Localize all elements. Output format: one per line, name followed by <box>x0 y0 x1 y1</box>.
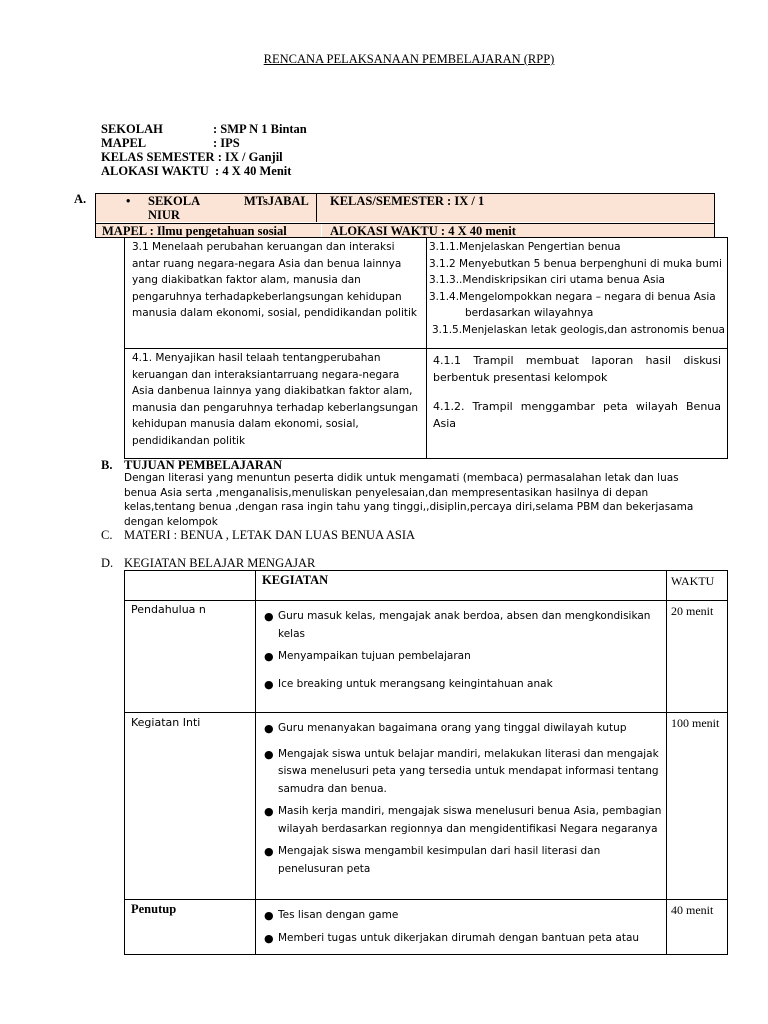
bullet-icon: ● <box>264 805 274 818</box>
list-item <box>264 843 662 878</box>
section-c-letter: C. <box>101 528 113 542</box>
list-item <box>264 720 662 738</box>
indicator-list <box>427 349 727 458</box>
info-row-mapel <box>101 136 307 150</box>
bullet-icon: ● <box>264 610 274 623</box>
activity-text: Masih kerja mandiri, mengajak siswa menelusuri benua Asia, pembagian wilayah berdasarkan regionnya dan mengidentifikasi Negara negaranya <box>278 805 662 835</box>
bullet-icon: ● <box>264 931 274 945</box>
table-header-row <box>125 571 727 600</box>
sekolah-label: SEKOLA <box>148 194 201 208</box>
bullet-icon: • <box>126 194 131 208</box>
activity-text: Tes lisan dengan game <box>278 909 399 921</box>
info-key: MAPEL <box>101 136 147 150</box>
basic-competency: 3.1 Menelaah perubahan keruangan dan interaksi antar ruang negara-negara Asia dan benua lainnya yang diakibatkan faktor alam, manusia dan pengaruhnya terhadapkeberlangsungan kehidupan manusia dalam ekonomi, sosial, pendidikandan politik <box>125 238 427 348</box>
alokasi-waktu: ALOKASI WAKTU : 4 X 40 menit <box>330 224 516 238</box>
header-kegiatan: KEGIATAN <box>256 571 667 600</box>
activity-cell <box>256 900 667 954</box>
info-key: ALOKASI WAKTU <box>101 164 209 178</box>
info-value: : IPS <box>213 136 240 150</box>
header-waktu: WAKTU <box>671 574 715 588</box>
list-item <box>264 608 662 643</box>
identity-table <box>95 193 715 238</box>
basic-competency: 4.1. Menyajikan hasil telaah tentangperubahan keruangan dan interaksiantarruang negara-negara Asia danbenua lainnya yang diakibatkan faktor alam, manusia dan pengaruhnya terhadap keberlangsungan kehidupan manusia dalam ekonomi, sosial, pendidikandan politik <box>125 349 427 458</box>
activity-text: Guru masuk kelas, mengajak anak berdoa, absen dan mengkondisikan kelas <box>278 610 651 640</box>
table-row <box>125 899 727 954</box>
competency-table <box>124 237 728 459</box>
time-cell: 40 menit <box>671 903 714 917</box>
activity-text: Ice breaking untuk merangsang keingintahuan anak <box>278 677 553 690</box>
activity-text: Mengajak siswa untuk belajar mandiri, melakukan literasi dan mengajak siswa menelusuri peta yang tersedia untuk mendapat informasi tentang samudra dan benua. <box>278 747 659 795</box>
section-d-text: KEGIATAN BELAJAR MENGAJAR <box>124 556 316 570</box>
indicator: 3.1.5.Menjelaskan letak geologis,dan astronomis benua <box>432 323 725 336</box>
list-item <box>264 907 662 925</box>
section-b-letter: B. <box>101 458 113 472</box>
table-row <box>125 600 727 712</box>
info-key: SEKOLAH <box>101 122 163 136</box>
indicator: 3.1.3..Mendiskripsikan ciri utama benua Asia <box>429 274 665 287</box>
info-value: : IX / Ganjil <box>217 150 283 164</box>
indicator: berdasarkan wilayahnya <box>465 307 594 320</box>
indicator: 4.1.1 Trampil membuat laporan hasil diskusi berbentuk presentasi kelompok <box>433 354 721 384</box>
table-row <box>125 712 727 899</box>
list-item <box>264 803 662 838</box>
section-c-text: MATERI : BENUA , LETAK DAN LUAS BENUA ASIA <box>124 528 416 542</box>
indicator-list <box>427 238 727 348</box>
phase-cell: Penutup <box>125 900 256 954</box>
activity-table <box>124 570 728 955</box>
bullet-icon: ● <box>264 747 274 761</box>
activity-cell <box>256 601 667 712</box>
bullet-icon: ● <box>264 909 274 922</box>
info-key: KELAS SEMESTER <box>101 150 215 164</box>
bullet-icon: ● <box>264 722 274 735</box>
info-row-kelas <box>101 150 307 164</box>
kelas-semester: KELAS/SEMESTER : IX / 1 <box>330 194 485 208</box>
info-row-sekolah <box>101 122 307 136</box>
activity-text: Memberi tugas untuk dikerjakan dirumah dengan bantuan peta atau <box>278 931 640 944</box>
bullet-icon: ● <box>264 650 274 663</box>
header-cell <box>125 571 256 600</box>
section-b-body: Dengan literasi yang menuntun peserta didik untuk mengamati (membaca) permasalahan letak dan luas benua Asia serta ,menganalisis,menuliskan penyelesaian,dan mempresentasikan hasilnya di depan kelas,tentang benua ,dengan rasa ingin tahu yang tinggi,,disiplin,percaya diri,selama PBM dan bekerjasama dengan kelompok <box>124 472 694 528</box>
section-d-letter: D. <box>101 556 114 570</box>
indicator: 3.1.1.Menjelaskan Pengertian benua <box>429 241 621 253</box>
section-b-heading: TUJUAN PEMBELAJARAN <box>124 458 282 472</box>
bullet-icon: ● <box>264 845 274 858</box>
phase-cell: Pendahulua n <box>125 601 256 712</box>
mapel: MAPEL : Ilmu pengetahuan sosial <box>102 224 287 238</box>
phase-cell: Kegiatan Inti <box>125 713 256 899</box>
indicator: 4.1.2. Trampil menggambar peta wilayah Benua Asia <box>433 400 721 430</box>
sekolah-continued: NIUR <box>148 208 180 222</box>
info-value: : SMP N 1 Bintan <box>213 122 307 136</box>
list-item <box>264 930 662 948</box>
info-value: : 4 X 40 Menit <box>215 164 292 178</box>
table-row <box>125 238 727 348</box>
indicator: 3.1.4.Mengelompokkan negara – negara di benua Asia <box>429 290 716 303</box>
activity-text: Guru menanyakan bagaimana orang yang tinggal diwilayah kutup <box>278 722 627 734</box>
document-title: RENCANA PELAKSANAAN PEMBELAJARAN (RPP) <box>263 52 555 66</box>
section-a-letter: A. <box>74 192 87 206</box>
column-divider <box>316 194 317 222</box>
activity-cell <box>256 713 667 899</box>
sekolah-value: MTsJABAL <box>244 194 309 208</box>
list-item <box>264 676 662 694</box>
list-item <box>264 648 662 666</box>
indicator: 3.1.2 Menyebutkan 5 benua berpenghuni di muka bumi <box>429 257 722 270</box>
time-cell: 100 menit <box>671 716 720 730</box>
table-row <box>125 348 727 458</box>
column-gap <box>321 224 322 237</box>
list-item <box>264 746 662 799</box>
activity-text: Mengajak siswa mengambil kesimpulan dari hasil literasi dan penelusuran peta <box>278 845 601 875</box>
time-cell: 20 menit <box>671 604 714 618</box>
activity-text: Menyampaikan tujuan pembelajaran <box>278 650 471 662</box>
info-row-alokasi <box>101 164 307 178</box>
school-info-block <box>101 122 307 178</box>
bullet-icon: ● <box>264 677 274 691</box>
